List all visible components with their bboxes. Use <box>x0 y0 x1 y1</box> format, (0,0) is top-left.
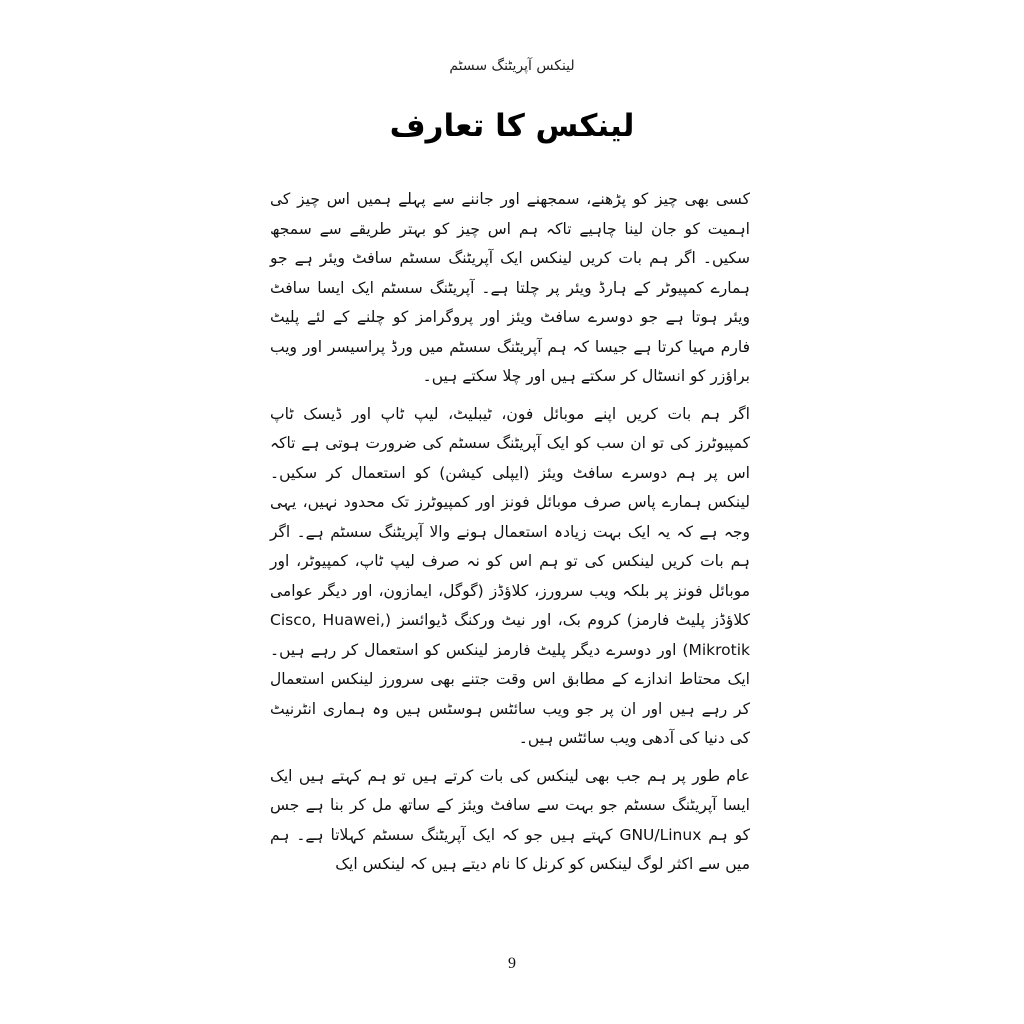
chapter-title: لینکس کا تعارف <box>389 108 635 144</box>
running-header: لینکس آپریٹنگ سسٹم <box>449 58 575 74</box>
paragraph-2: اگر ہم بات کریں اپنے موبائل فون، ٹیبلیٹ، لیپ ٹاپ اور ڈیسک ٹاپ کمپیوٹرز کی تو ان سب کو ایک آپریٹنگ سسٹم کی ضرورت ہوتی ہے تاکہ اس پر ہم دوسرے سافٹ ویئز (ایپلی کیشن) کو استعمال کر سکیں۔ لینکس ہمارے پاس صرف موبائل فونز اور کمپیوٹرز تک محدود نہیں، یہی وجہ ہے کہ یہ ایک بہت زیادہ استعمال ہونے والا آپریٹنگ سسٹم ہے۔ اگر ہم بات کریں لینکس کی تو ہم اس کو نہ صرف لیپ ٹاپ، کمپیوٹر، اور موبائل فونز پر بلکہ ویب سرورز، کلاؤڈز (گوگل، ایمازون، اور دیگر عوامی کلاؤڈز پلیٹ فارمز) کروم بک، اور نیٹ ورکنگ ڈیوائسز (Cisco, Huawei, Mikrotik) اور دوسرے دیگر پلیٹ فارمز لینکس کو استعمال کر رہے ہیں۔ ایک محتاط اندازے کے مطابق اس وقت جتنے بھی سرورز لینکس استعمال کر رہے ہیں اور ان پر جو ویب سائٹس ہوسٹس ہیں وہ ہماری انٹرنیٹ کی دنیا کی آدھی ویب سائٹس ہیں۔ <box>270 404 750 747</box>
paragraph-1: کسی بھی چیز کو پڑھنے، سمجھنے اور جاننے سے پہلے ہمیں اس چیز کی اہمیت کو جان لینا چاہیے تاکہ ہم اس چیز کو بہتر طریقے سے سمجھ سکیں۔ اگر ہم بات کریں لینکس ایک آپریٹنگ سسٹم سافٹ ویئر ہے جو ہمارے کمپیوٹر کے ہارڈ ویئر پر چلتا ہے۔ آپریٹنگ سسٹم ایک ایسا سافٹ ویئر ہوتا ہے جو دوسرے سافٹ ویئز اور پروگرامز کو چلنے کے لئے پلیٹ فارم مہیا کرتا ہے جیسا کہ ہم آپریٹنگ سسٹم میں ورڈ پراسیسر اور ویب براؤزر کو انسٹال کر سکتے ہیں اور چلا سکتے ہیں۔ <box>270 190 750 385</box>
body-text <box>270 185 750 888</box>
paragraph-3: عام طور پر ہم جب بھی لینکس کی بات کرتے ہیں تو ہم کہتے ہیں ایک ایسا آپریٹنگ سسٹم جو بہت سے سافٹ ویئز کے ساتھ مل کر بنا ہے جس کو ہم GNU/Linux کہتے ہیں جو کہ ایک آپریٹنگ سسٹم کہلاتا ہے۔ ہم میں سے اکثر لوگ لینکس کو کرنل کا نام دیتے ہیں کہ لینکس ایک <box>270 766 750 873</box>
page-number: 9 <box>508 955 516 972</box>
